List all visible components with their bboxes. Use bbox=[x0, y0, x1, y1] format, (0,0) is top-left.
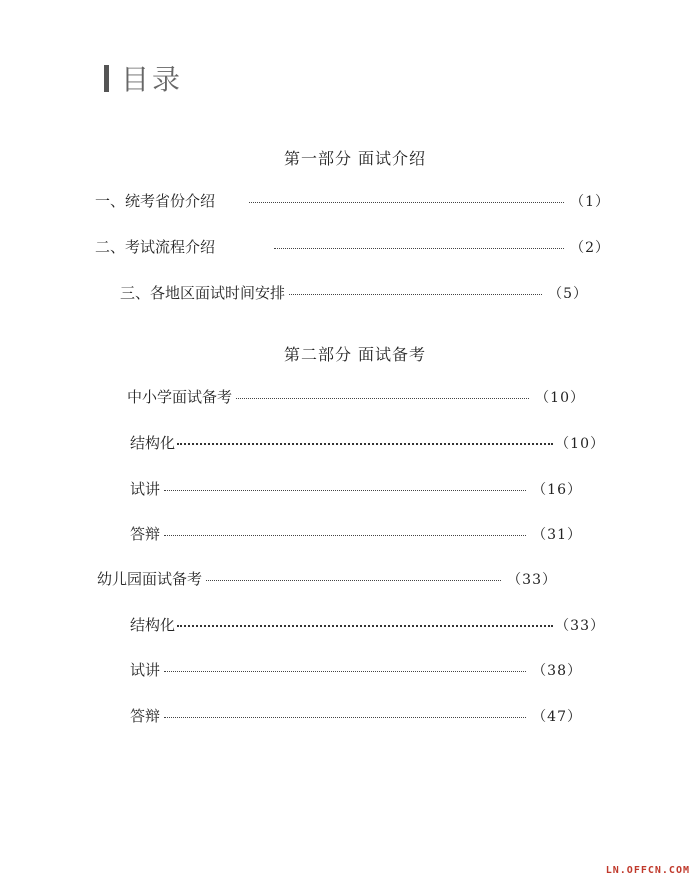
toc-entry[interactable] bbox=[95, 190, 610, 212]
toc-dot-leader bbox=[289, 294, 542, 295]
page-title-text: 目录 bbox=[121, 63, 184, 96]
toc-dot-leader bbox=[249, 202, 564, 203]
part-two-heading: 第二部分 面试备考 bbox=[283, 345, 427, 364]
part-one-heading: 第一部分 面试介绍 bbox=[283, 149, 427, 168]
toc-page-number: （31） bbox=[532, 527, 582, 543]
toc-page-number: （33） bbox=[555, 618, 605, 634]
toc-entry-label: 中小学面试备考 bbox=[127, 388, 233, 406]
toc-entry[interactable] bbox=[97, 568, 557, 590]
toc-entry-label: 二、考试流程介绍 bbox=[95, 238, 216, 256]
toc-dot-leader bbox=[274, 248, 564, 249]
toc-dot-leader bbox=[164, 717, 526, 718]
toc-entry-label: 答辩 bbox=[130, 707, 161, 725]
toc-page-number: （10） bbox=[535, 390, 585, 406]
toc-entry-label: 幼儿园面试备考 bbox=[97, 570, 203, 588]
toc-entry[interactable] bbox=[130, 432, 605, 454]
toc-dot-leader bbox=[164, 535, 526, 536]
toc-entry-label: 一、统考省份介绍 bbox=[95, 192, 216, 210]
toc-entry[interactable] bbox=[130, 705, 582, 727]
toc-dot-leader bbox=[177, 625, 553, 627]
toc-entry-label: 试讲 bbox=[130, 480, 161, 498]
toc-page-number: （10） bbox=[555, 436, 605, 452]
toc-entry-label: 答辩 bbox=[130, 525, 161, 543]
toc-entry[interactable] bbox=[120, 282, 588, 304]
toc-entry-label: 结构化 bbox=[130, 434, 176, 452]
toc-entry[interactable] bbox=[130, 523, 582, 545]
toc-dot-leader bbox=[164, 671, 526, 672]
toc-dot-leader bbox=[236, 398, 529, 399]
toc-page-number: （5） bbox=[548, 286, 588, 302]
toc-page-number: （33） bbox=[507, 572, 557, 588]
toc-entry[interactable] bbox=[130, 614, 605, 636]
toc-entry[interactable] bbox=[95, 236, 610, 258]
toc-page-number: （16） bbox=[532, 482, 582, 498]
toc-page-number: （2） bbox=[570, 240, 610, 256]
toc-page-number: （1） bbox=[570, 194, 610, 210]
toc-entry-label: 三、各地区面试时间安排 bbox=[120, 284, 286, 302]
toc-entry[interactable] bbox=[127, 386, 585, 408]
toc-page-number: （47） bbox=[532, 709, 582, 725]
page-title bbox=[104, 58, 183, 98]
toc-dot-leader bbox=[206, 580, 501, 581]
toc-page-number: （38） bbox=[532, 663, 582, 679]
toc-entry[interactable] bbox=[130, 478, 582, 500]
site-watermark: LN.OFFCN.COM bbox=[605, 865, 690, 876]
toc-dot-leader bbox=[164, 490, 526, 491]
title-accent-bar bbox=[104, 65, 109, 92]
toc-dot-leader bbox=[177, 443, 553, 445]
toc-entry-label: 试讲 bbox=[130, 661, 161, 679]
toc-entry-label: 结构化 bbox=[130, 616, 176, 634]
toc-entry[interactable] bbox=[130, 659, 582, 681]
